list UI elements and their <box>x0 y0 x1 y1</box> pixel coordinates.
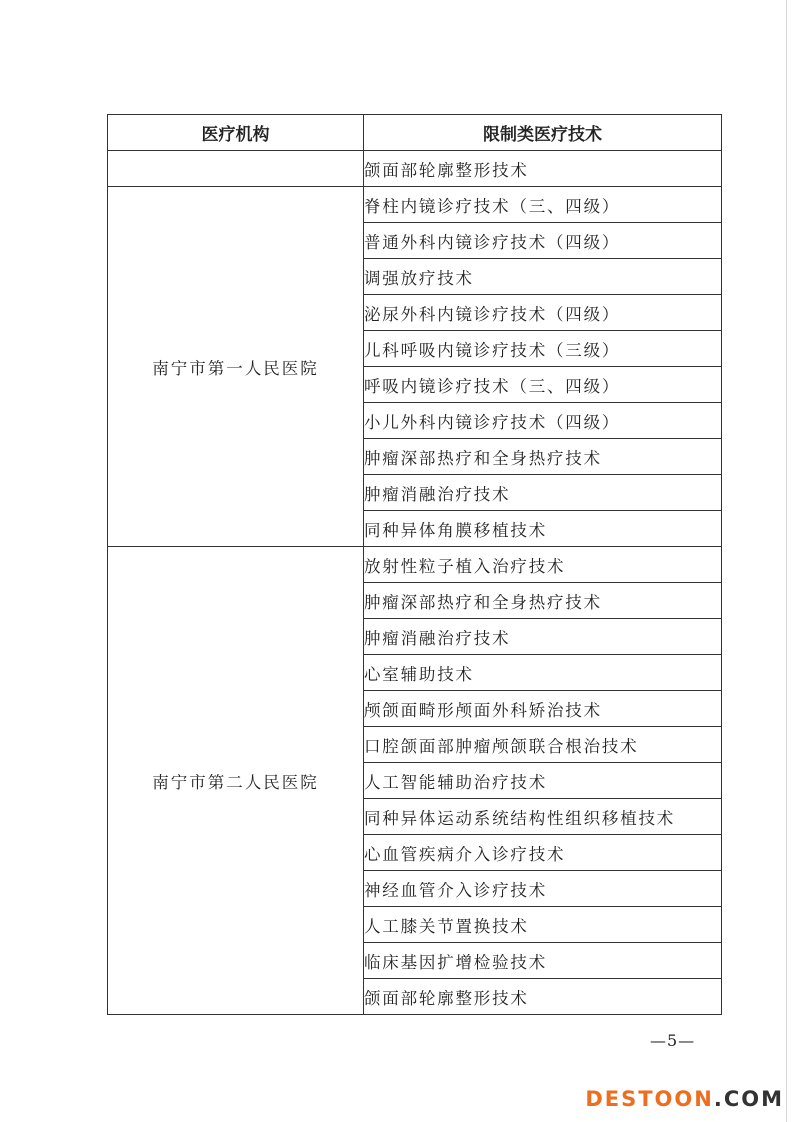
watermark-logo <box>585 1087 784 1111</box>
technology-cell: 调强放疗技术 <box>364 259 722 295</box>
technology-cell: 人工膝关节置换技术 <box>364 907 722 943</box>
technology-cell: 临床基因扩增检验技术 <box>364 943 722 979</box>
technology-cell: 同种异体角膜移植技术 <box>364 511 722 547</box>
header-technology: 限制类医疗技术 <box>364 115 722 151</box>
institution-cell: 南宁市第一人民医院 <box>108 187 364 547</box>
table-row <box>108 187 722 223</box>
page-number: —5— <box>650 1031 696 1050</box>
table-header-row <box>108 115 722 151</box>
technology-cell: 颌面部轮廓整形技术 <box>364 151 722 187</box>
watermark-brand: DESTOON <box>585 1087 714 1111</box>
institution-cell: 南宁市第二人民医院 <box>108 547 364 1015</box>
watermark-dot: . <box>713 1087 724 1111</box>
technology-cell: 颌面部轮廓整形技术 <box>364 979 722 1015</box>
table-row <box>108 151 722 187</box>
technology-cell: 泌尿外科内镜诊疗技术（四级） <box>364 295 722 331</box>
watermark-tld: COM <box>723 1087 784 1111</box>
page-edge-line <box>786 0 787 1122</box>
technology-cell: 脊柱内镜诊疗技术（三、四级） <box>364 187 722 223</box>
table-body <box>108 151 722 1015</box>
technology-cell: 肿瘤深部热疗和全身热疗技术 <box>364 439 722 475</box>
technology-cell: 肿瘤消融治疗技术 <box>364 619 722 655</box>
restricted-tech-table <box>107 114 722 1015</box>
technology-cell: 肿瘤消融治疗技术 <box>364 475 722 511</box>
technology-cell: 人工智能辅助治疗技术 <box>364 763 722 799</box>
technology-cell: 肿瘤深部热疗和全身热疗技术 <box>364 583 722 619</box>
technology-cell: 同种异体运动系统结构性组织移植技术 <box>364 799 722 835</box>
technology-cell: 小儿外科内镜诊疗技术（四级） <box>364 403 722 439</box>
technology-cell: 心血管疾病介入诊疗技术 <box>364 835 722 871</box>
header-institution: 医疗机构 <box>108 115 364 151</box>
technology-cell: 心室辅助技术 <box>364 655 722 691</box>
technology-cell: 普通外科内镜诊疗技术（四级） <box>364 223 722 259</box>
table-row <box>108 547 722 583</box>
technology-cell: 神经血管介入诊疗技术 <box>364 871 722 907</box>
technology-cell: 呼吸内镜诊疗技术（三、四级） <box>364 367 722 403</box>
technology-cell: 儿科呼吸内镜诊疗技术（三级） <box>364 331 722 367</box>
technology-cell: 放射性粒子植入治疗技术 <box>364 547 722 583</box>
technology-cell: 口腔颌面部肿瘤颅颌联合根治技术 <box>364 727 722 763</box>
technology-cell: 颅颌面畸形颅面外科矫治技术 <box>364 691 722 727</box>
institution-cell <box>108 151 364 187</box>
